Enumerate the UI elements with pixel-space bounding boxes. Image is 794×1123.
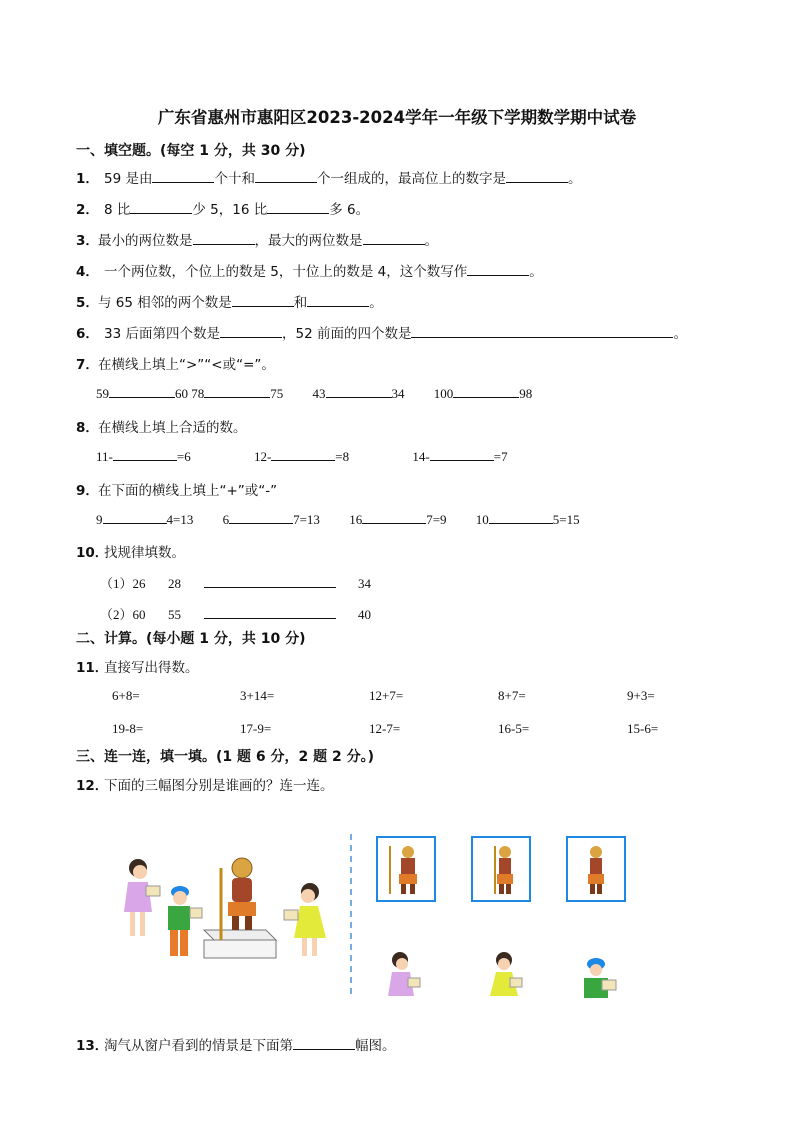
question-3 — [76, 229, 438, 249]
page-title: 广东省惠州市惠阳区2023-2024学年一年级下学期数学期中试卷 — [157, 108, 637, 127]
q9-item: 7=9 — [426, 512, 447, 527]
drawing-frame-2[interactable] — [471, 836, 531, 902]
q7-item: 100 — [433, 386, 454, 401]
q11-text: 直接写出得数。 — [104, 660, 199, 676]
q8-text: 在横线上填上合适的数。 — [98, 420, 247, 436]
q9-row — [96, 511, 580, 528]
q6-text-c: 。 — [673, 326, 687, 342]
q5-blank-1[interactable] — [232, 294, 294, 307]
section-2-heading: 二、计算。(每小题 1 分，共 10 分) — [76, 631, 306, 647]
girl-left-figure — [124, 859, 160, 936]
q5-text-a: 与 65 相邻的两个数是 — [98, 295, 232, 311]
q8-item: 11- — [96, 449, 113, 464]
question-1 — [76, 167, 581, 187]
q8-item: =8 — [335, 449, 350, 464]
statue-figure — [221, 858, 256, 940]
q3-text-a: 最小的两位数是 — [98, 233, 193, 249]
q1-text-a: 59 是由 — [104, 171, 153, 187]
q1-text-b: 个十和 — [214, 171, 255, 187]
pedestal — [204, 930, 276, 958]
q11-row1-item: 6+8= — [112, 688, 140, 703]
q7-item: 98 — [519, 386, 533, 401]
q10-text: 找规律填数。 — [104, 545, 185, 561]
q6-number: 6． — [76, 326, 99, 342]
q5-text-b: 和 — [293, 295, 308, 311]
question-4 — [76, 260, 543, 280]
q6-text-b: ，52 前面的四个数是 — [281, 326, 412, 342]
q12-text: 下面的三幅图分别是谁画的？连一连。 — [104, 778, 334, 794]
question-7 — [76, 353, 275, 373]
q3-blank-2[interactable] — [363, 232, 425, 245]
q3-blank-1[interactable] — [193, 232, 255, 245]
q11-row2-item: 15-6= — [627, 721, 659, 736]
q11-row2-item: 12-7= — [369, 721, 401, 736]
q10-number: 10． — [76, 545, 109, 561]
q9-text: 在下面的横线上填上“+”或“-” — [98, 483, 278, 499]
section-1-heading: 一、填空题。(每空 1 分，共 30 分) — [76, 143, 306, 159]
q3-number: 3． — [76, 233, 99, 249]
q11-row2-item: 16-5= — [498, 721, 530, 736]
dashed-divider — [348, 834, 354, 998]
q4-text-b: 。 — [529, 264, 543, 280]
q7-blank-1[interactable] — [109, 385, 175, 398]
q8-blank-1[interactable] — [113, 448, 177, 461]
q10-row-2 — [100, 604, 371, 623]
q1-blank-3[interactable] — [506, 170, 568, 183]
q11-row1-item: 9+3= — [627, 688, 655, 703]
section-3-heading: 三、连一连，填一填。(1 题 6 分，2 题 2 分。) — [76, 749, 375, 765]
q7-blank-3[interactable] — [326, 385, 392, 398]
q8-blank-2[interactable] — [271, 448, 335, 461]
q4-blank-1[interactable] — [467, 263, 529, 276]
q9-item: 4=13 — [166, 512, 194, 527]
q9-blank-2[interactable] — [229, 511, 293, 524]
q10-row-1 — [100, 573, 371, 592]
question-8 — [76, 416, 247, 436]
q6-text-a: 33 后面第四个数是 — [104, 326, 220, 342]
q6-blank-1[interactable] — [220, 325, 282, 338]
q10-row2-b: 55 — [168, 607, 181, 622]
q11-number: 11． — [76, 660, 109, 676]
q5-number: 5． — [76, 295, 99, 311]
scene-illustration — [118, 848, 338, 972]
question-6 — [76, 322, 687, 342]
q10-row1-blank[interactable] — [204, 575, 336, 588]
child-purple-girl[interactable] — [380, 950, 424, 1000]
q1-text-c: 个一组成的，最高位上的数字是 — [316, 171, 506, 187]
q9-item: 9 — [96, 512, 103, 527]
question-13 — [76, 1034, 396, 1054]
q9-blank-3[interactable] — [362, 511, 426, 524]
q7-item: 34 — [391, 386, 405, 401]
q9-number: 9． — [76, 483, 99, 499]
question-9 — [76, 479, 277, 499]
q8-item: 12- — [253, 449, 272, 464]
q5-text-c: 。 — [369, 295, 383, 311]
question-12 — [76, 774, 334, 794]
q10-row2-blank[interactable] — [204, 606, 336, 619]
girl-right-figure — [284, 883, 326, 956]
q11-row2-item: 17-9= — [240, 721, 272, 736]
drawing-frame-3[interactable] — [566, 836, 626, 902]
q5-blank-2[interactable] — [307, 294, 369, 307]
q7-item: 43 — [312, 386, 326, 401]
q8-item: =7 — [493, 449, 508, 464]
q9-item: 5=15 — [552, 512, 580, 527]
q4-text-a: 一个两位数，个位上的数是 5，十位上的数是 4，这个数写作 — [104, 264, 468, 280]
q10-row1-c: 34 — [358, 576, 371, 591]
q2-blank-2[interactable] — [267, 201, 329, 214]
q4-number: 4． — [76, 264, 99, 280]
boy-figure — [168, 886, 202, 956]
q9-blank-4[interactable] — [489, 511, 553, 524]
q13-number: 13． — [76, 1038, 109, 1054]
q7-item: 75 — [270, 386, 284, 401]
q10-row2-c: 40 — [358, 607, 371, 622]
q7-item: 59 — [96, 386, 109, 401]
q13-text-a: 淘气从窗户看到的情景是下面第 — [104, 1038, 293, 1054]
q8-row — [96, 448, 508, 465]
q9-item: 7=13 — [293, 512, 320, 527]
q8-number: 8． — [76, 420, 99, 436]
question-2 — [76, 198, 369, 218]
q2-number: 2． — [76, 202, 99, 218]
q1-number: 1． — [76, 171, 99, 187]
q7-text: 在横线上填上“>”“<或“=”。 — [98, 357, 275, 373]
q1-blank-1[interactable] — [152, 170, 214, 183]
drawing-frame-1[interactable] — [376, 836, 436, 902]
q10-row1-b: 28 — [168, 576, 181, 591]
q7-blank-2[interactable] — [204, 385, 270, 398]
q11-row1-item: 12+7= — [369, 688, 404, 703]
q3-text-b: ，最大的两位数是 — [254, 233, 363, 249]
q13-text-b: 幅图。 — [355, 1038, 396, 1054]
q12-number: 12． — [76, 778, 109, 794]
q2-text-b: 少 5，16 比 — [192, 202, 268, 218]
q6-blank-2[interactable] — [411, 325, 673, 338]
q1-text-d: 。 — [567, 171, 582, 187]
q8-blank-3[interactable] — [430, 448, 494, 461]
child-boy[interactable] — [576, 956, 620, 1000]
q7-compare-row — [96, 385, 532, 402]
q2-text-c: 多 6。 — [329, 202, 370, 218]
q9-item: 10 — [475, 512, 489, 527]
question-10 — [76, 541, 185, 561]
q11-row2-item: 19-8= — [112, 721, 144, 736]
q13-blank[interactable] — [293, 1037, 355, 1050]
q7-number: 7． — [76, 357, 99, 373]
child-yellow-girl[interactable] — [484, 950, 528, 1000]
question-11 — [76, 656, 199, 676]
q10-row1-label: （1）26 — [100, 576, 146, 591]
q8-item: =6 — [176, 449, 191, 464]
q7-blank-4[interactable] — [453, 385, 519, 398]
q2-blank-1[interactable] — [130, 201, 192, 214]
q7-item: 60 78 — [175, 386, 205, 401]
q9-blank-1[interactable] — [103, 511, 167, 524]
question-5 — [76, 291, 383, 311]
q8-item: 14- — [412, 449, 430, 464]
q10-row2-label: （2）60 — [100, 607, 146, 622]
q11-row1-item: 8+7= — [498, 688, 526, 703]
q1-blank-2[interactable] — [255, 170, 317, 183]
q9-item: 6 — [222, 512, 230, 527]
q11-row1-item: 3+14= — [240, 688, 275, 703]
q2-text-a: 8 比 — [104, 202, 131, 218]
q9-item: 16 — [349, 512, 363, 527]
q3-text-c: 。 — [424, 233, 438, 249]
